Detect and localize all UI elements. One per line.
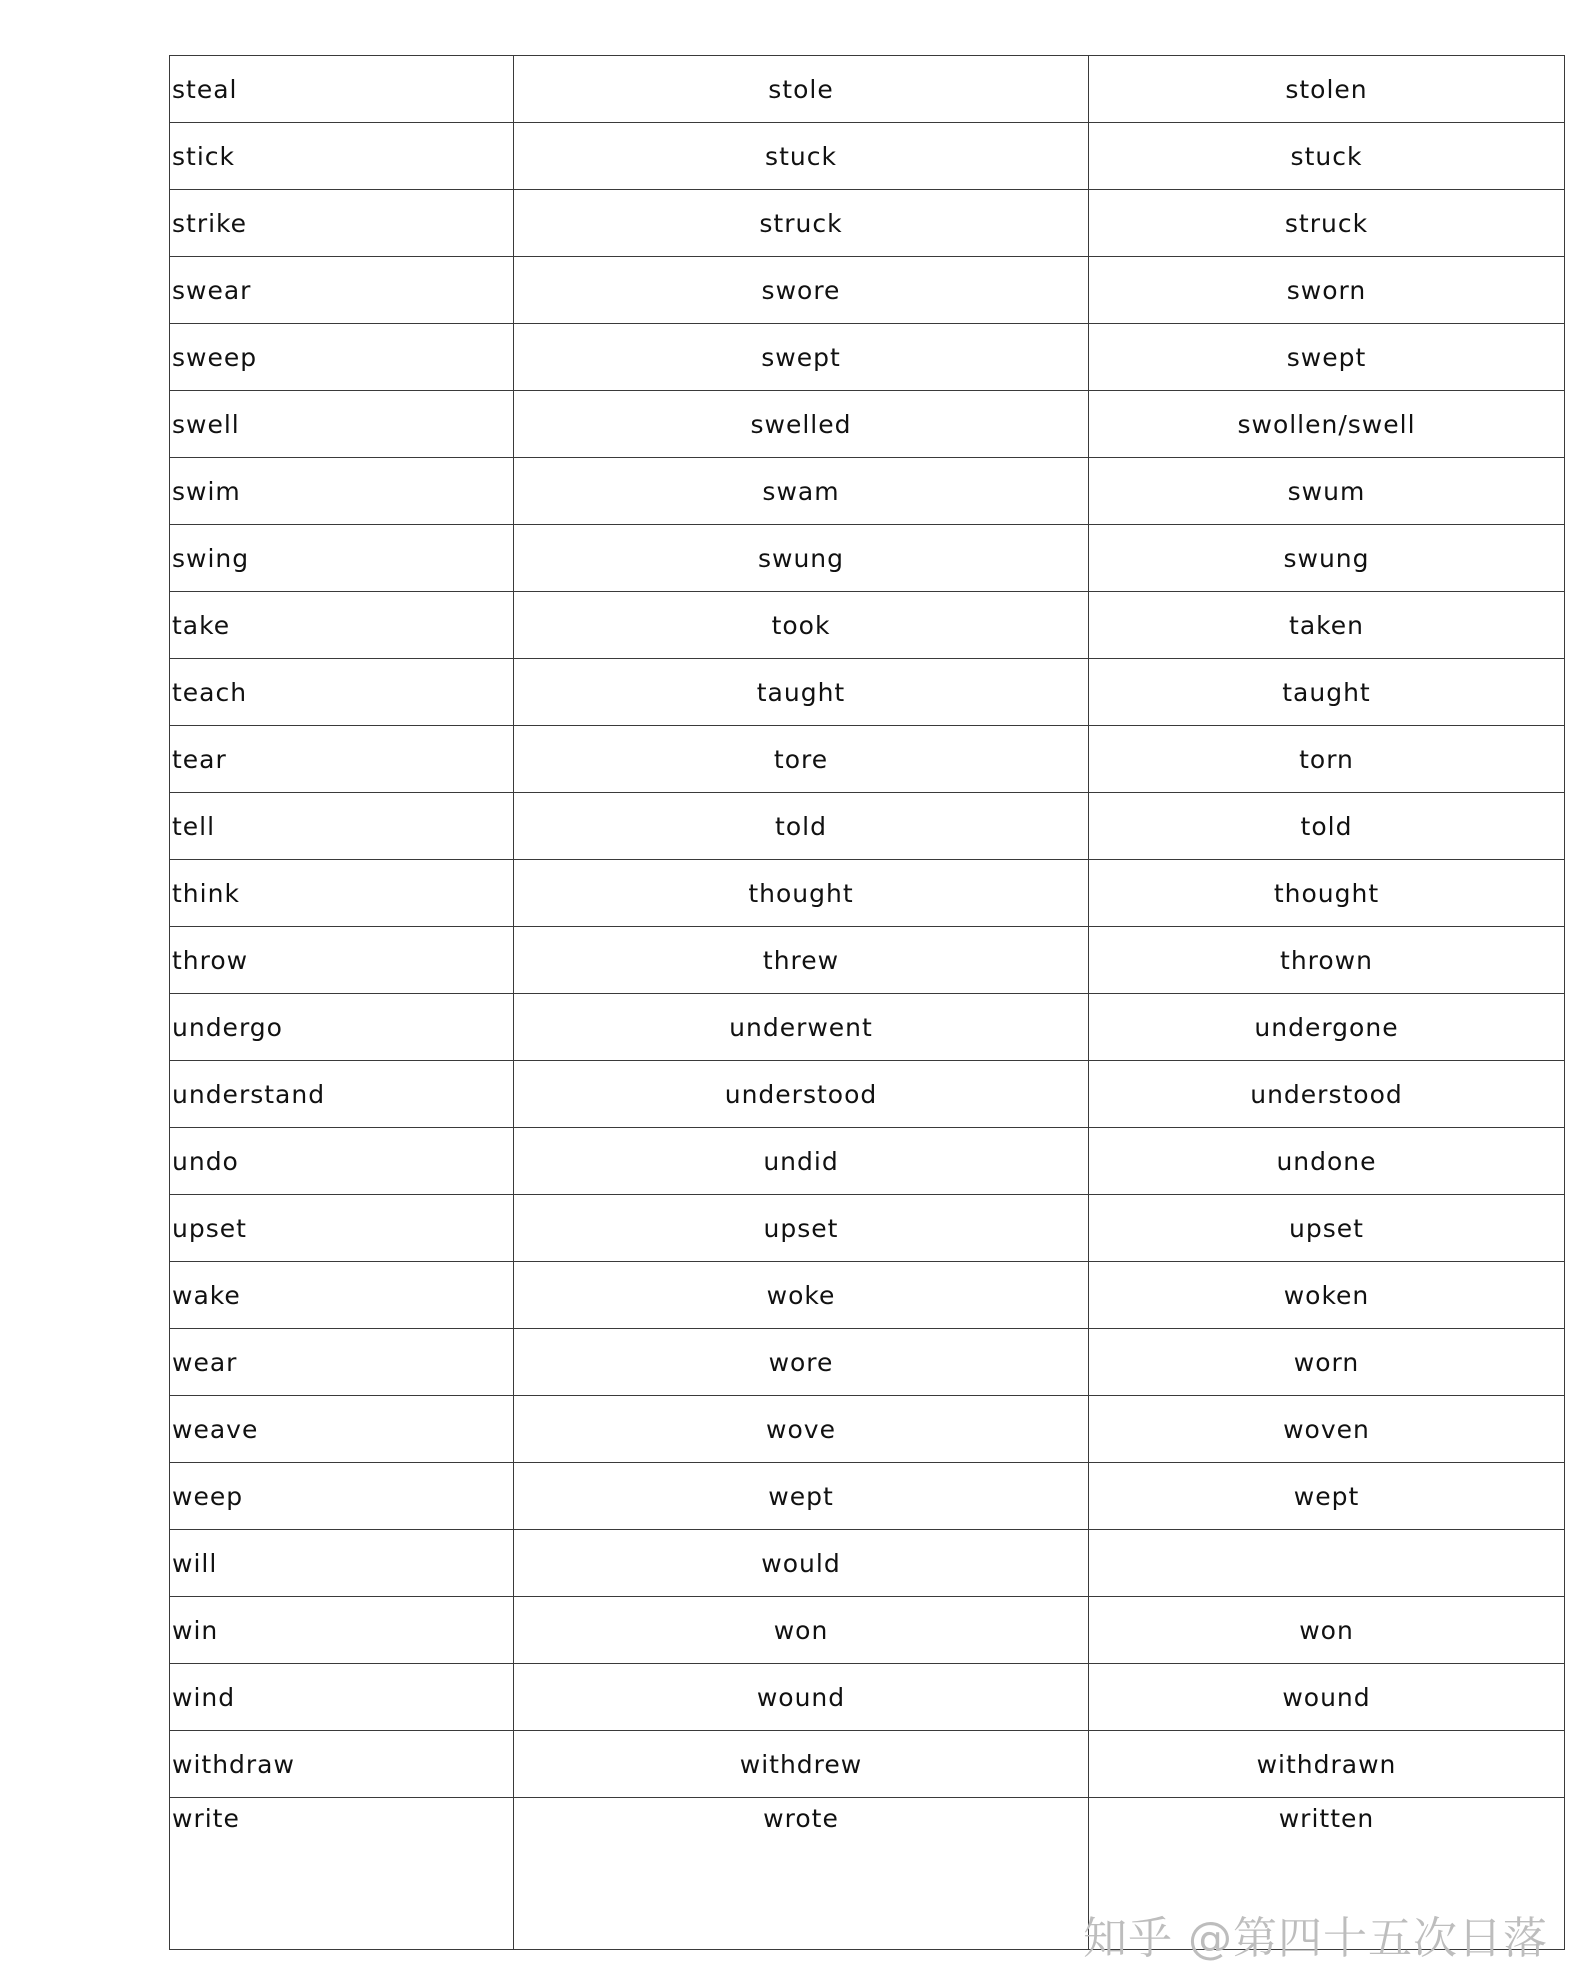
past-tense-cell: swam	[514, 458, 1089, 525]
past-participle-cell: struck	[1089, 190, 1565, 257]
past-participle-cell: thought	[1089, 860, 1565, 927]
past-tense-cell: thought	[514, 860, 1089, 927]
table-row	[170, 1329, 1565, 1396]
base-form-cell: stick	[170, 123, 514, 190]
table-row	[170, 1463, 1565, 1530]
table-row	[170, 525, 1565, 592]
past-participle-cell: withdrawn	[1089, 1731, 1565, 1798]
base-form-cell: win	[170, 1597, 514, 1664]
base-form-cell: swear	[170, 257, 514, 324]
base-form-cell: upset	[170, 1195, 514, 1262]
table-row	[170, 190, 1565, 257]
base-form-cell: tear	[170, 726, 514, 793]
base-form-cell: undo	[170, 1128, 514, 1195]
past-participle-cell: wound	[1089, 1664, 1565, 1731]
past-tense-cell: wove	[514, 1396, 1089, 1463]
table-row	[170, 391, 1565, 458]
base-form-cell: teach	[170, 659, 514, 726]
table-row	[170, 592, 1565, 659]
base-form-cell: withdraw	[170, 1731, 514, 1798]
past-participle-cell: taught	[1089, 659, 1565, 726]
past-tense-cell: upset	[514, 1195, 1089, 1262]
past-tense-cell: wrote	[514, 1798, 1089, 1950]
base-form-cell: swell	[170, 391, 514, 458]
past-participle-cell	[1089, 1530, 1565, 1597]
base-form-cell: think	[170, 860, 514, 927]
base-form-cell: wake	[170, 1262, 514, 1329]
table-row	[170, 1597, 1565, 1664]
past-tense-cell: withdrew	[514, 1731, 1089, 1798]
table-row	[170, 56, 1565, 123]
table-row	[170, 793, 1565, 860]
past-participle-cell: stolen	[1089, 56, 1565, 123]
watermark: 知乎 @第四十五次日落	[1083, 1913, 1548, 1964]
past-tense-cell: woke	[514, 1262, 1089, 1329]
base-form-cell: weep	[170, 1463, 514, 1530]
past-tense-cell: swore	[514, 257, 1089, 324]
past-participle-cell: swept	[1089, 324, 1565, 391]
base-form-cell: undergo	[170, 994, 514, 1061]
past-tense-cell: took	[514, 592, 1089, 659]
base-form-cell: take	[170, 592, 514, 659]
table-row	[170, 1195, 1565, 1262]
past-tense-cell: would	[514, 1530, 1089, 1597]
past-participle-cell: understood	[1089, 1061, 1565, 1128]
past-participle-cell: worn	[1089, 1329, 1565, 1396]
past-tense-cell: struck	[514, 190, 1089, 257]
past-tense-cell: wept	[514, 1463, 1089, 1530]
past-tense-cell: underwent	[514, 994, 1089, 1061]
past-tense-cell: undid	[514, 1128, 1089, 1195]
base-form-cell: swim	[170, 458, 514, 525]
base-form-cell: wind	[170, 1664, 514, 1731]
past-tense-cell: taught	[514, 659, 1089, 726]
base-form-cell: wear	[170, 1329, 514, 1396]
table-row	[170, 458, 1565, 525]
base-form-cell: swing	[170, 525, 514, 592]
past-participle-cell: taken	[1089, 592, 1565, 659]
table-row	[170, 1128, 1565, 1195]
base-form-cell: steal	[170, 56, 514, 123]
past-tense-cell: won	[514, 1597, 1089, 1664]
past-participle-cell: swollen/swell	[1089, 391, 1565, 458]
past-participle-cell: told	[1089, 793, 1565, 860]
base-form-cell: tell	[170, 793, 514, 860]
table-row	[170, 1664, 1565, 1731]
past-participle-cell: undergone	[1089, 994, 1565, 1061]
past-participle-cell: woven	[1089, 1396, 1565, 1463]
table-row	[170, 1731, 1565, 1798]
base-form-cell: write	[170, 1798, 514, 1950]
base-form-cell: strike	[170, 190, 514, 257]
past-participle-cell: torn	[1089, 726, 1565, 793]
verb-forms-table	[169, 55, 1565, 1950]
past-participle-cell: won	[1089, 1597, 1565, 1664]
past-participle-cell: undone	[1089, 1128, 1565, 1195]
past-tense-cell: wound	[514, 1664, 1089, 1731]
past-tense-cell: told	[514, 793, 1089, 860]
past-tense-cell: understood	[514, 1061, 1089, 1128]
past-tense-cell: swept	[514, 324, 1089, 391]
base-form-cell: understand	[170, 1061, 514, 1128]
base-form-cell: weave	[170, 1396, 514, 1463]
past-participle-cell: swung	[1089, 525, 1565, 592]
table-row	[170, 726, 1565, 793]
table-row	[170, 860, 1565, 927]
past-tense-cell: wore	[514, 1329, 1089, 1396]
verb-rows	[170, 56, 1565, 1950]
base-form-cell: throw	[170, 927, 514, 994]
past-participle-cell: woken	[1089, 1262, 1565, 1329]
past-tense-cell: stole	[514, 56, 1089, 123]
base-form-cell: sweep	[170, 324, 514, 391]
past-participle-cell: upset	[1089, 1195, 1565, 1262]
past-tense-cell: stuck	[514, 123, 1089, 190]
past-participle-cell: wept	[1089, 1463, 1565, 1530]
past-participle-cell: stuck	[1089, 123, 1565, 190]
table-row	[170, 659, 1565, 726]
past-participle-cell: thrown	[1089, 927, 1565, 994]
table-row	[170, 994, 1565, 1061]
past-tense-cell: swelled	[514, 391, 1089, 458]
past-tense-cell: threw	[514, 927, 1089, 994]
table-row	[170, 927, 1565, 994]
table-row	[170, 1396, 1565, 1463]
table-row	[170, 1262, 1565, 1329]
table-row	[170, 1530, 1565, 1597]
past-participle-cell: written	[1089, 1798, 1565, 1950]
past-tense-cell: swung	[514, 525, 1089, 592]
past-participle-cell: sworn	[1089, 257, 1565, 324]
past-participle-cell: swum	[1089, 458, 1565, 525]
table-row	[170, 123, 1565, 190]
base-form-cell: will	[170, 1530, 514, 1597]
table-row	[170, 257, 1565, 324]
table-row	[170, 1061, 1565, 1128]
past-tense-cell: tore	[514, 726, 1089, 793]
table-row	[170, 324, 1565, 391]
